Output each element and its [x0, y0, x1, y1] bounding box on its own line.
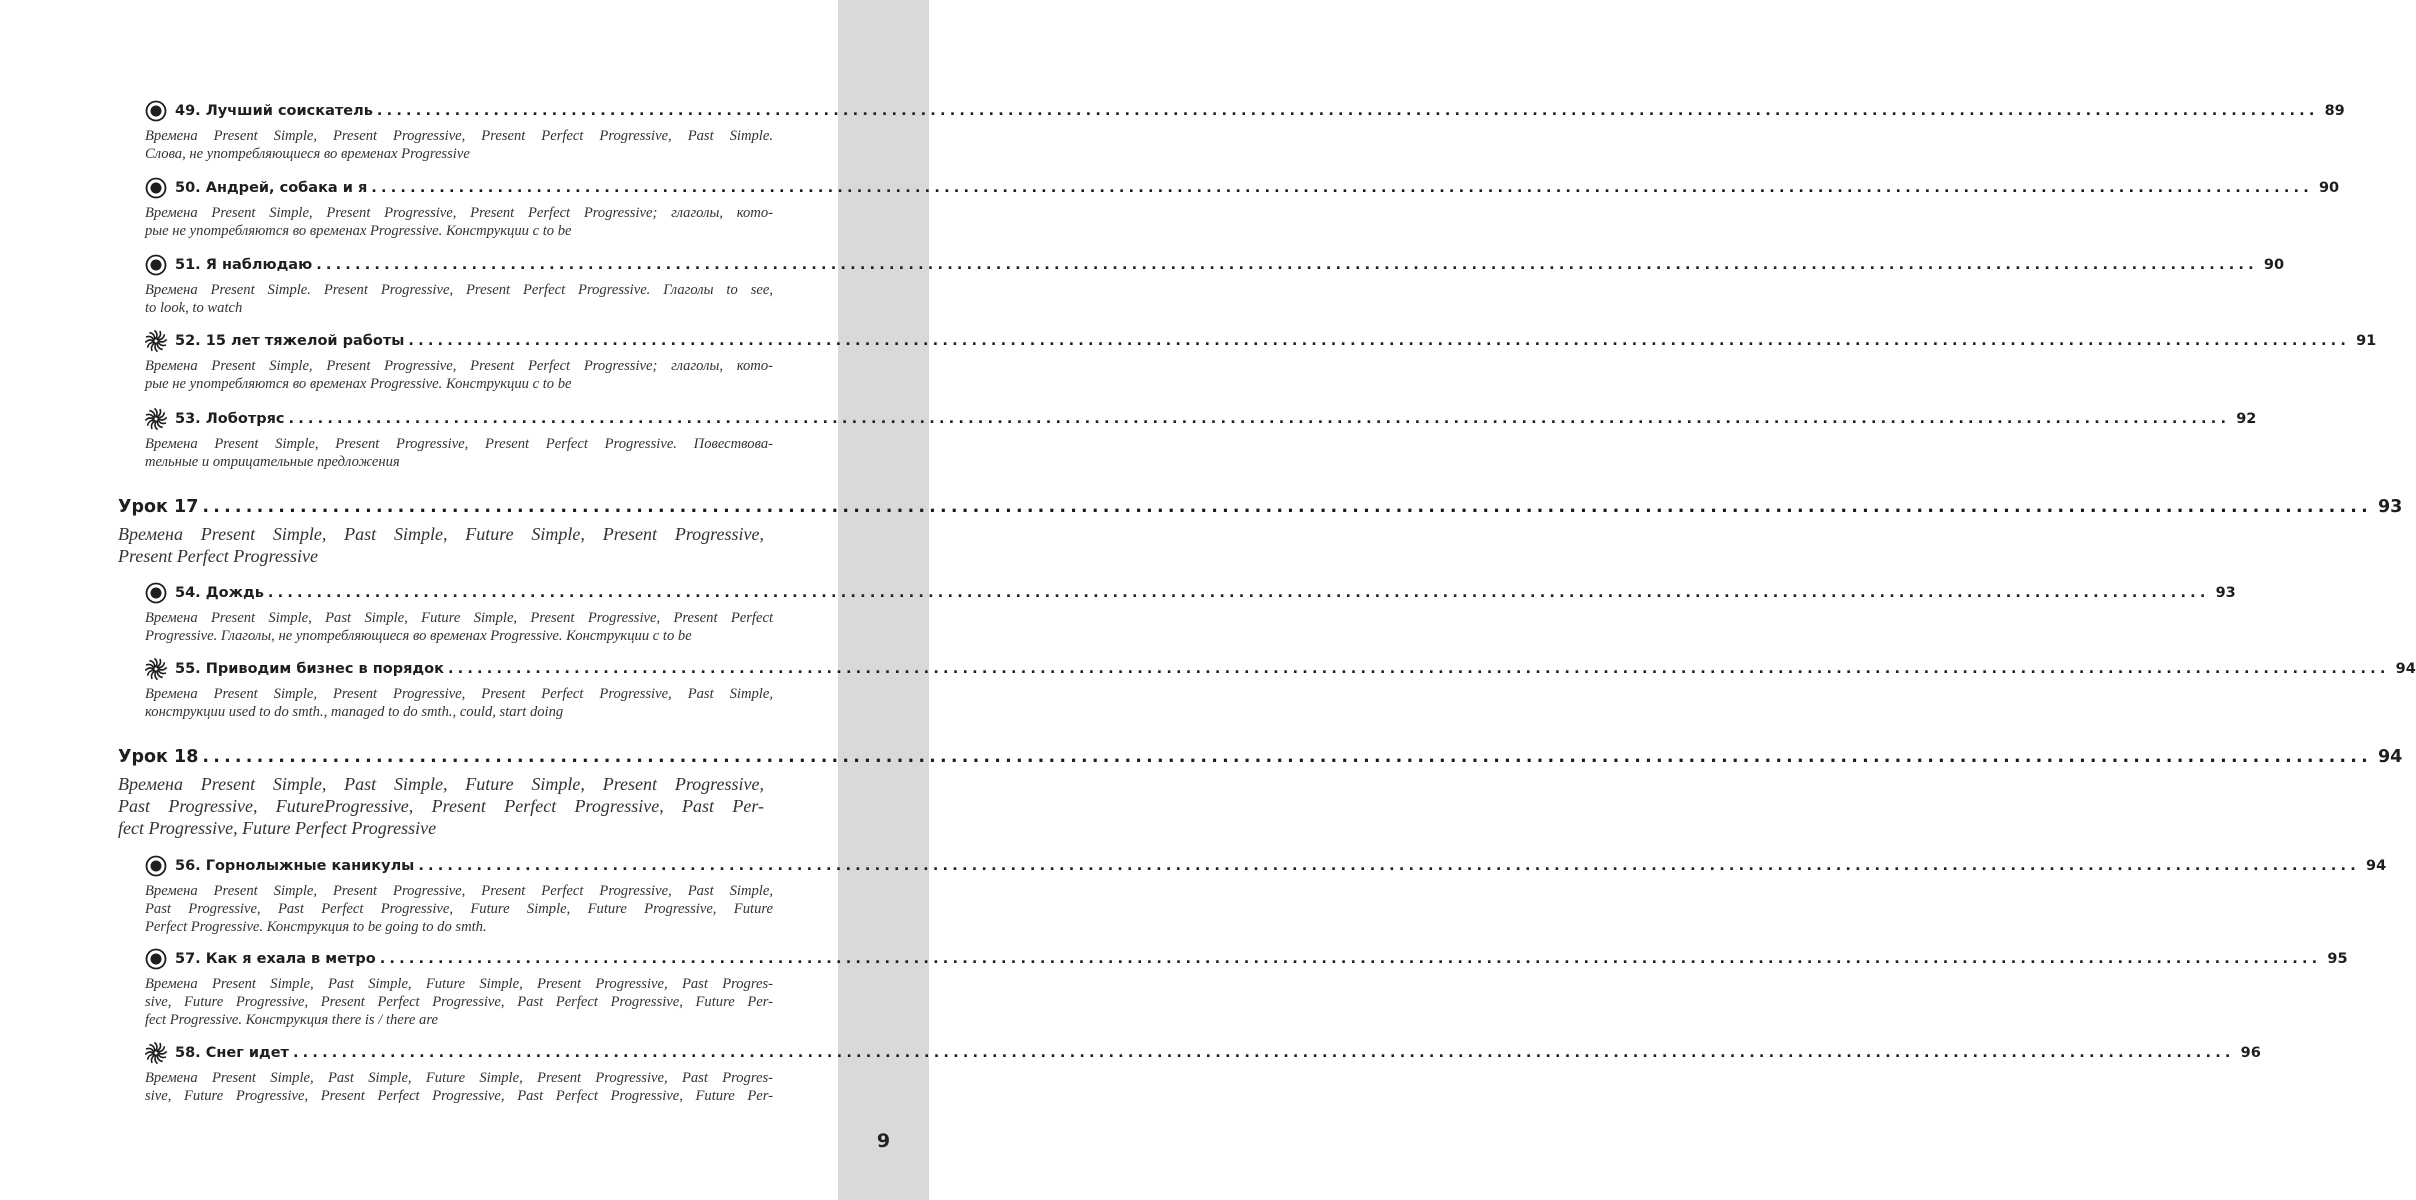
toc-exercise: [145, 658, 2416, 721]
toc-page-number: 96: [2240, 1045, 2261, 1061]
description-line: Времена Present Simple, Past Simple, Future Simple, Present Progressive, Past Progres-: [145, 976, 773, 992]
toc-exercise: [145, 948, 2348, 1029]
toc-entry-title-row: [145, 582, 2236, 604]
toc-entry-description: [118, 523, 764, 567]
toc-page-number: 92: [2236, 411, 2257, 427]
toc-entry-description: [145, 127, 773, 163]
description-line: Perfect Progressive. Конструкция to be going to do smth.: [145, 919, 487, 935]
toc-entry-title: 54. Дождь: [175, 585, 264, 601]
target-icon: [145, 100, 167, 122]
description-line: Слова, не употребляющиеся во временах Progressive: [145, 146, 470, 162]
toc-entry-title-row: [118, 494, 2403, 520]
toc-page-number: 94: [2365, 858, 2387, 874]
dot-leader: ........................................................................................................................................................................................................: [292, 1045, 2235, 1061]
description-line: Времена Present Simple, Present Progressive, Present Perfect Progressive, Past Simple,: [145, 883, 773, 899]
toc-exercise: [145, 855, 2387, 936]
dot-leader: ........................................................................................................................................................................................................: [371, 180, 2313, 196]
toc-page-number: 93: [2215, 585, 2236, 601]
toc-entry-title-row: [145, 408, 2257, 430]
toc-entry-title-row: [145, 100, 2345, 122]
toc-page-number: 93: [2377, 497, 2403, 517]
toc-entry-title: 49. Лучший соискатель: [175, 103, 373, 119]
page-number: 9: [876, 1130, 891, 1152]
toc-entry-title-row: [145, 330, 2377, 352]
description-line: тельные и отрицательные предложения: [145, 454, 400, 470]
description-line: Времена Present Simple, Past Simple, Future Simple, Present Progressive,: [118, 524, 764, 544]
toc-entry-description: [145, 357, 773, 393]
toc-entry-description: [145, 204, 773, 240]
description-line: Времена Present Simple, Present Progressive, Present Perfect Progressive; глаголы, кото-: [145, 205, 773, 221]
toc-page-number: 94: [2377, 747, 2403, 767]
toc-entry-title-row: [145, 177, 2340, 199]
toc-entry-title: 50. Андрей, собака и я: [175, 180, 368, 196]
toc-exercise: [145, 1042, 2261, 1105]
target-icon: [145, 177, 167, 199]
toc-lesson: [118, 744, 2403, 839]
description-line: Past Progressive, FutureProgressive, Present Perfect Progressive, Past Per-: [118, 796, 764, 816]
toc-entry-title-row: [145, 658, 2416, 680]
dot-leader: ........................................................................................................................................................................................................: [379, 951, 2322, 967]
toc-entry-description: [145, 685, 773, 721]
dot-leader: ........................................................................................................................................................................................................: [267, 585, 2210, 601]
dot-leader: ........................................................................................................................................................................................................: [376, 103, 2319, 119]
toc-entry-title: 52. 15 лет тяжелой работы: [175, 333, 405, 349]
toc-entry-description: [145, 609, 773, 645]
dot-leader: ........................................................................................................................................................................................................: [202, 747, 2372, 767]
description-line: Времена Present Simple, Past Simple, Future Simple, Present Progressive,: [118, 774, 764, 794]
toc-entry-description: [145, 281, 773, 317]
toc-entry-title: 51. Я наблюдаю: [175, 257, 313, 273]
toc-entry-title: 53. Лоботряс: [175, 411, 285, 427]
dot-leader: ........................................................................................................................................................................................................: [288, 411, 2231, 427]
toc-entry-title-row: [145, 948, 2348, 970]
swirl-icon: [145, 658, 167, 680]
dot-leader: ........................................................................................................................................................................................................: [316, 257, 2258, 273]
description-line: Past Progressive, Past Perfect Progressive, Future Simple, Future Progressive, Future: [145, 901, 773, 917]
toc-exercise: [145, 582, 2236, 645]
toc-entry-title-row: [118, 744, 2403, 770]
toc-exercise: [145, 100, 2345, 163]
toc-entry-title: Урок 17: [118, 497, 199, 517]
toc-page-number: 94: [2395, 661, 2416, 677]
description-line: fect Progressive. Конструкция there is / there are: [145, 1012, 438, 1028]
target-icon: [145, 855, 167, 877]
toc-entry-title: Урок 18: [118, 747, 199, 767]
description-line: sive, Future Progressive, Present Perfect Progressive, Past Perfect Progressive, Future Per-: [145, 1088, 773, 1104]
toc-entry-title-row: [145, 254, 2285, 276]
swirl-icon: [145, 408, 167, 430]
description-line: sive, Future Progressive, Present Perfect Progressive, Past Perfect Progressive, Future Per-: [145, 994, 773, 1010]
description-line: Времена Present Simple, Present Progressive, Present Perfect Progressive; глаголы, кото-: [145, 358, 773, 374]
toc-page-number: 90: [2318, 180, 2340, 196]
target-icon: [145, 254, 167, 276]
dot-leader: ........................................................................................................................................................................................................: [408, 333, 2351, 349]
description-line: конструкции used to do smth., managed to do smth., could, start doing: [145, 704, 564, 720]
toc-entry-title-row: [145, 855, 2387, 877]
toc-entry-description: [118, 773, 764, 839]
toc-exercise: [145, 330, 2377, 393]
toc-entry-description: [145, 1069, 773, 1105]
swirl-icon: [145, 330, 167, 352]
toc-page-number: 95: [2327, 951, 2348, 967]
description-line: Времена Present Simple, Present Progressive, Present Perfect Progressive, Past Simple,: [145, 686, 773, 702]
description-line: Времена Present Simple, Past Simple, Future Simple, Present Progressive, Past Progres-: [145, 1070, 773, 1086]
swirl-icon: [145, 1042, 167, 1064]
toc-entry-title: 55. Приводим бизнес в порядок: [175, 661, 444, 677]
toc-entry-description: [145, 435, 773, 471]
toc-page-number: 91: [2356, 333, 2377, 349]
description-line: to look, to watch: [145, 300, 243, 316]
description-line: Present Perfect Progressive: [118, 546, 318, 566]
toc-entry-title: 56. Горнолыжные каникулы: [175, 858, 415, 874]
dot-leader: ........................................................................................................................................................................................................: [202, 497, 2372, 517]
toc-page-number: 89: [2324, 103, 2345, 119]
toc-exercise: [145, 408, 2257, 471]
description-line: рые не употребляются во временах Progressive. Конструкции с to be: [145, 223, 572, 239]
toc-exercise: [145, 254, 2285, 317]
toc-page-number: 90: [2263, 257, 2285, 273]
description-line: Progressive. Глаголы, не употребляющиеся во временах Progressive. Конструкции с to be: [145, 628, 692, 644]
description-line: Времена Present Simple, Past Simple, Future Simple, Present Progressive, Present Perfect: [145, 610, 773, 626]
toc-exercise: [145, 177, 2340, 240]
description-line: Времена Present Simple, Present Progressive, Present Perfect Progressive, Past Simple.: [145, 128, 773, 144]
target-icon: [145, 948, 167, 970]
description-line: Времена Present Simple, Present Progressive, Present Perfect Progressive. Повествова-: [145, 436, 773, 452]
toc-entry-description: [145, 975, 773, 1029]
description-line: Времена Present Simple. Present Progressive, Present Perfect Progressive. Глаголы to see,: [145, 282, 773, 298]
toc-lesson: [118, 494, 2403, 567]
dot-leader: ........................................................................................................................................................................................................: [418, 858, 2360, 874]
target-icon: [145, 582, 167, 604]
dot-leader: ........................................................................................................................................................................................................: [447, 661, 2390, 677]
toc-entry-title-row: [145, 1042, 2261, 1064]
toc-entry-description: [145, 882, 773, 936]
description-line: fect Progressive, Future Perfect Progressive: [118, 818, 437, 838]
toc-entry-title: 58. Снег идет: [175, 1045, 289, 1061]
description-line: рые не употребляются во временах Progressive. Конструкции с to be: [145, 376, 572, 392]
toc-entry-title: 57. Как я ехала в метро: [175, 951, 376, 967]
